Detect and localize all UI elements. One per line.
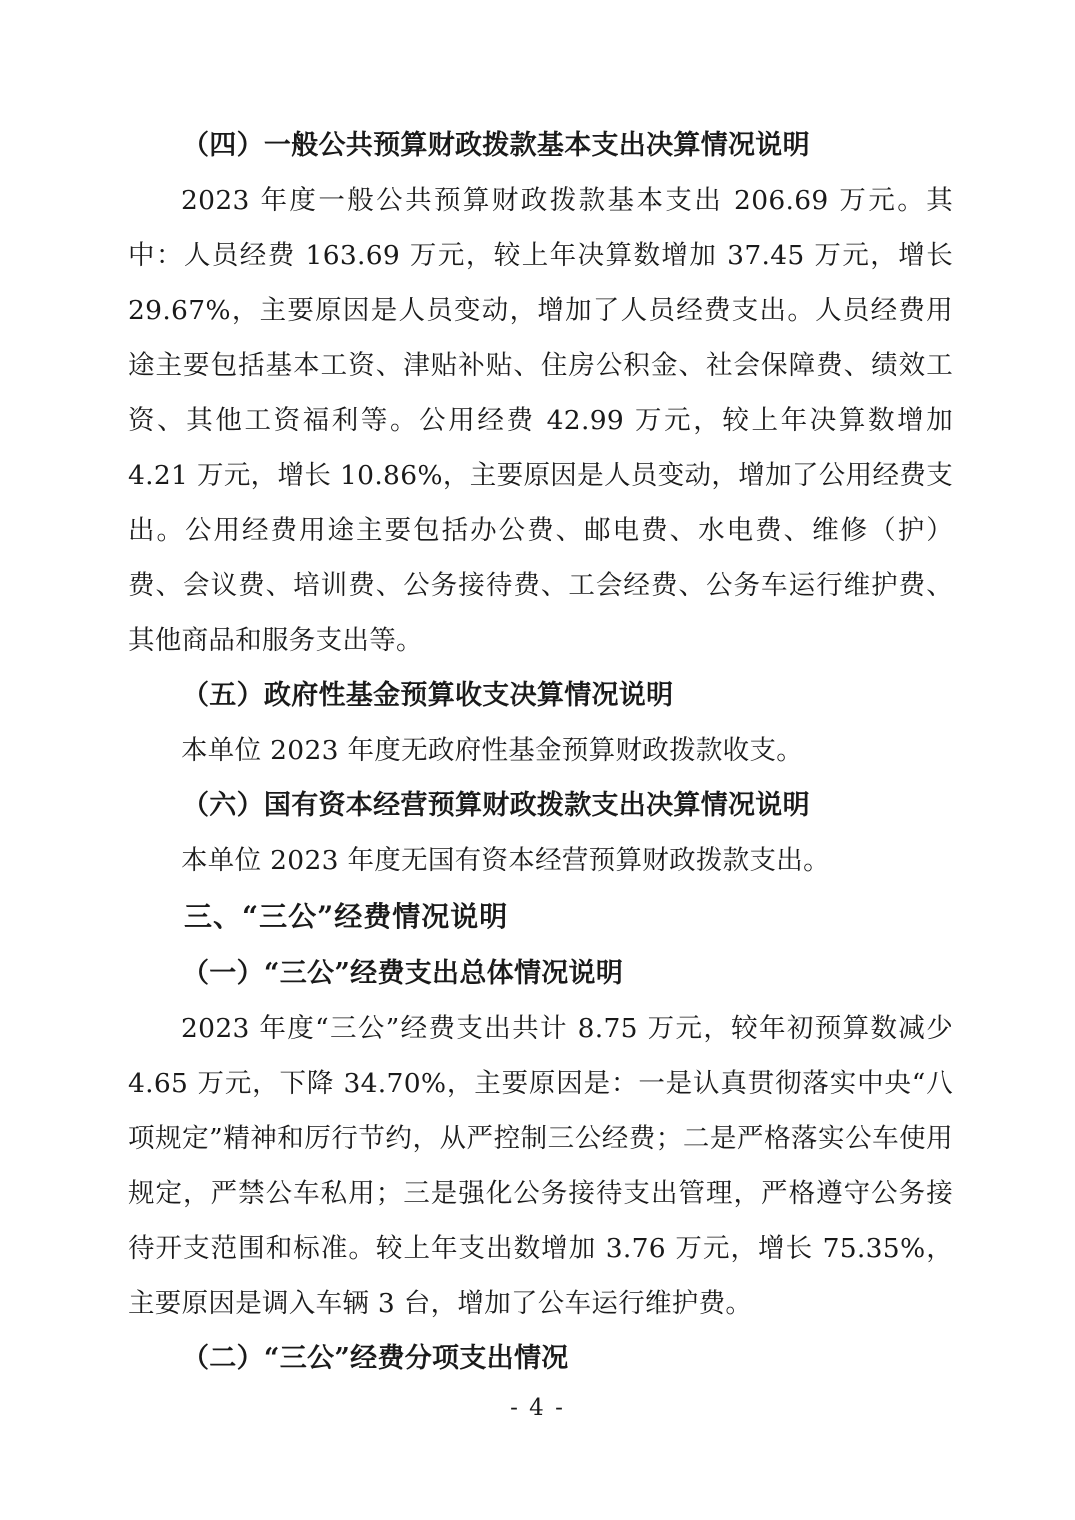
document-body [128, 118, 953, 1386]
section-heading-one: （一）“三公”经费支出总体情况说明 [182, 958, 624, 989]
section-heading-five: （五）政府性基金预算收支决算情况说明 [182, 680, 674, 711]
paragraph-basic-expenditure: 2023 年度一般公共预算财政拨款基本支出 206.69 万元。其中：人员经费 163.69 万元，较上年决算数增加 37.45 万元，增长 29.67%，主要原因是人员变动，增加了人员经费支出。人员经费用途主要包括基本工资、津贴补贴、住房公积金、社会保障费、绩效工资、其他工资福利等。公用经费 42.99 万元，较上年决算数增加 4.21 万元，增长 10.86%，主要原因是人员变动，增加了公用经费支出。公用经费用途主要包括办公费、邮电费、水电费、维修（护）费、会议费、培训费、公务接待费、工会经费、公务车运行维护费、其他商品和服务支出等。 [128, 185, 953, 656]
section-heading-three-main: 三、“三公”经费情况说明 [184, 900, 509, 933]
paragraph-government-fund: 本单位 2023 年度无政府性基金预算财政拨款收支。 [181, 735, 804, 766]
page-number: - 4 - [510, 1395, 565, 1421]
paragraph-state-capital: 本单位 2023 年度无国有资本经营预算财政拨款支出。 [181, 845, 830, 876]
section-heading-two: （二）“三公”经费分项支出情况 [182, 1343, 569, 1374]
section-heading-four: （四）一般公共预算财政拨款基本支出决算情况说明 [182, 130, 810, 161]
paragraph-three-public-total: 2023 年度“三公”经费支出共计 8.75 万元，较年初预算数减少 4.65 万元，下降 34.70%，主要原因是：一是认真贯彻落实中央“八项规定”精神和厉行节约，从严控制三公经费；二是严格落实公车使用规定，严禁公车私用；三是强化公务接待支出管理，严格遵守公务接待开支范围和标准。较上年支出数增加 3.76 万元，增长 75.35%，主要原因是调入车辆 3 台，增加了公车运行维护费。 [128, 1013, 953, 1319]
section-heading-six: （六）国有资本经营预算财政拨款支出决算情况说明 [182, 790, 810, 821]
